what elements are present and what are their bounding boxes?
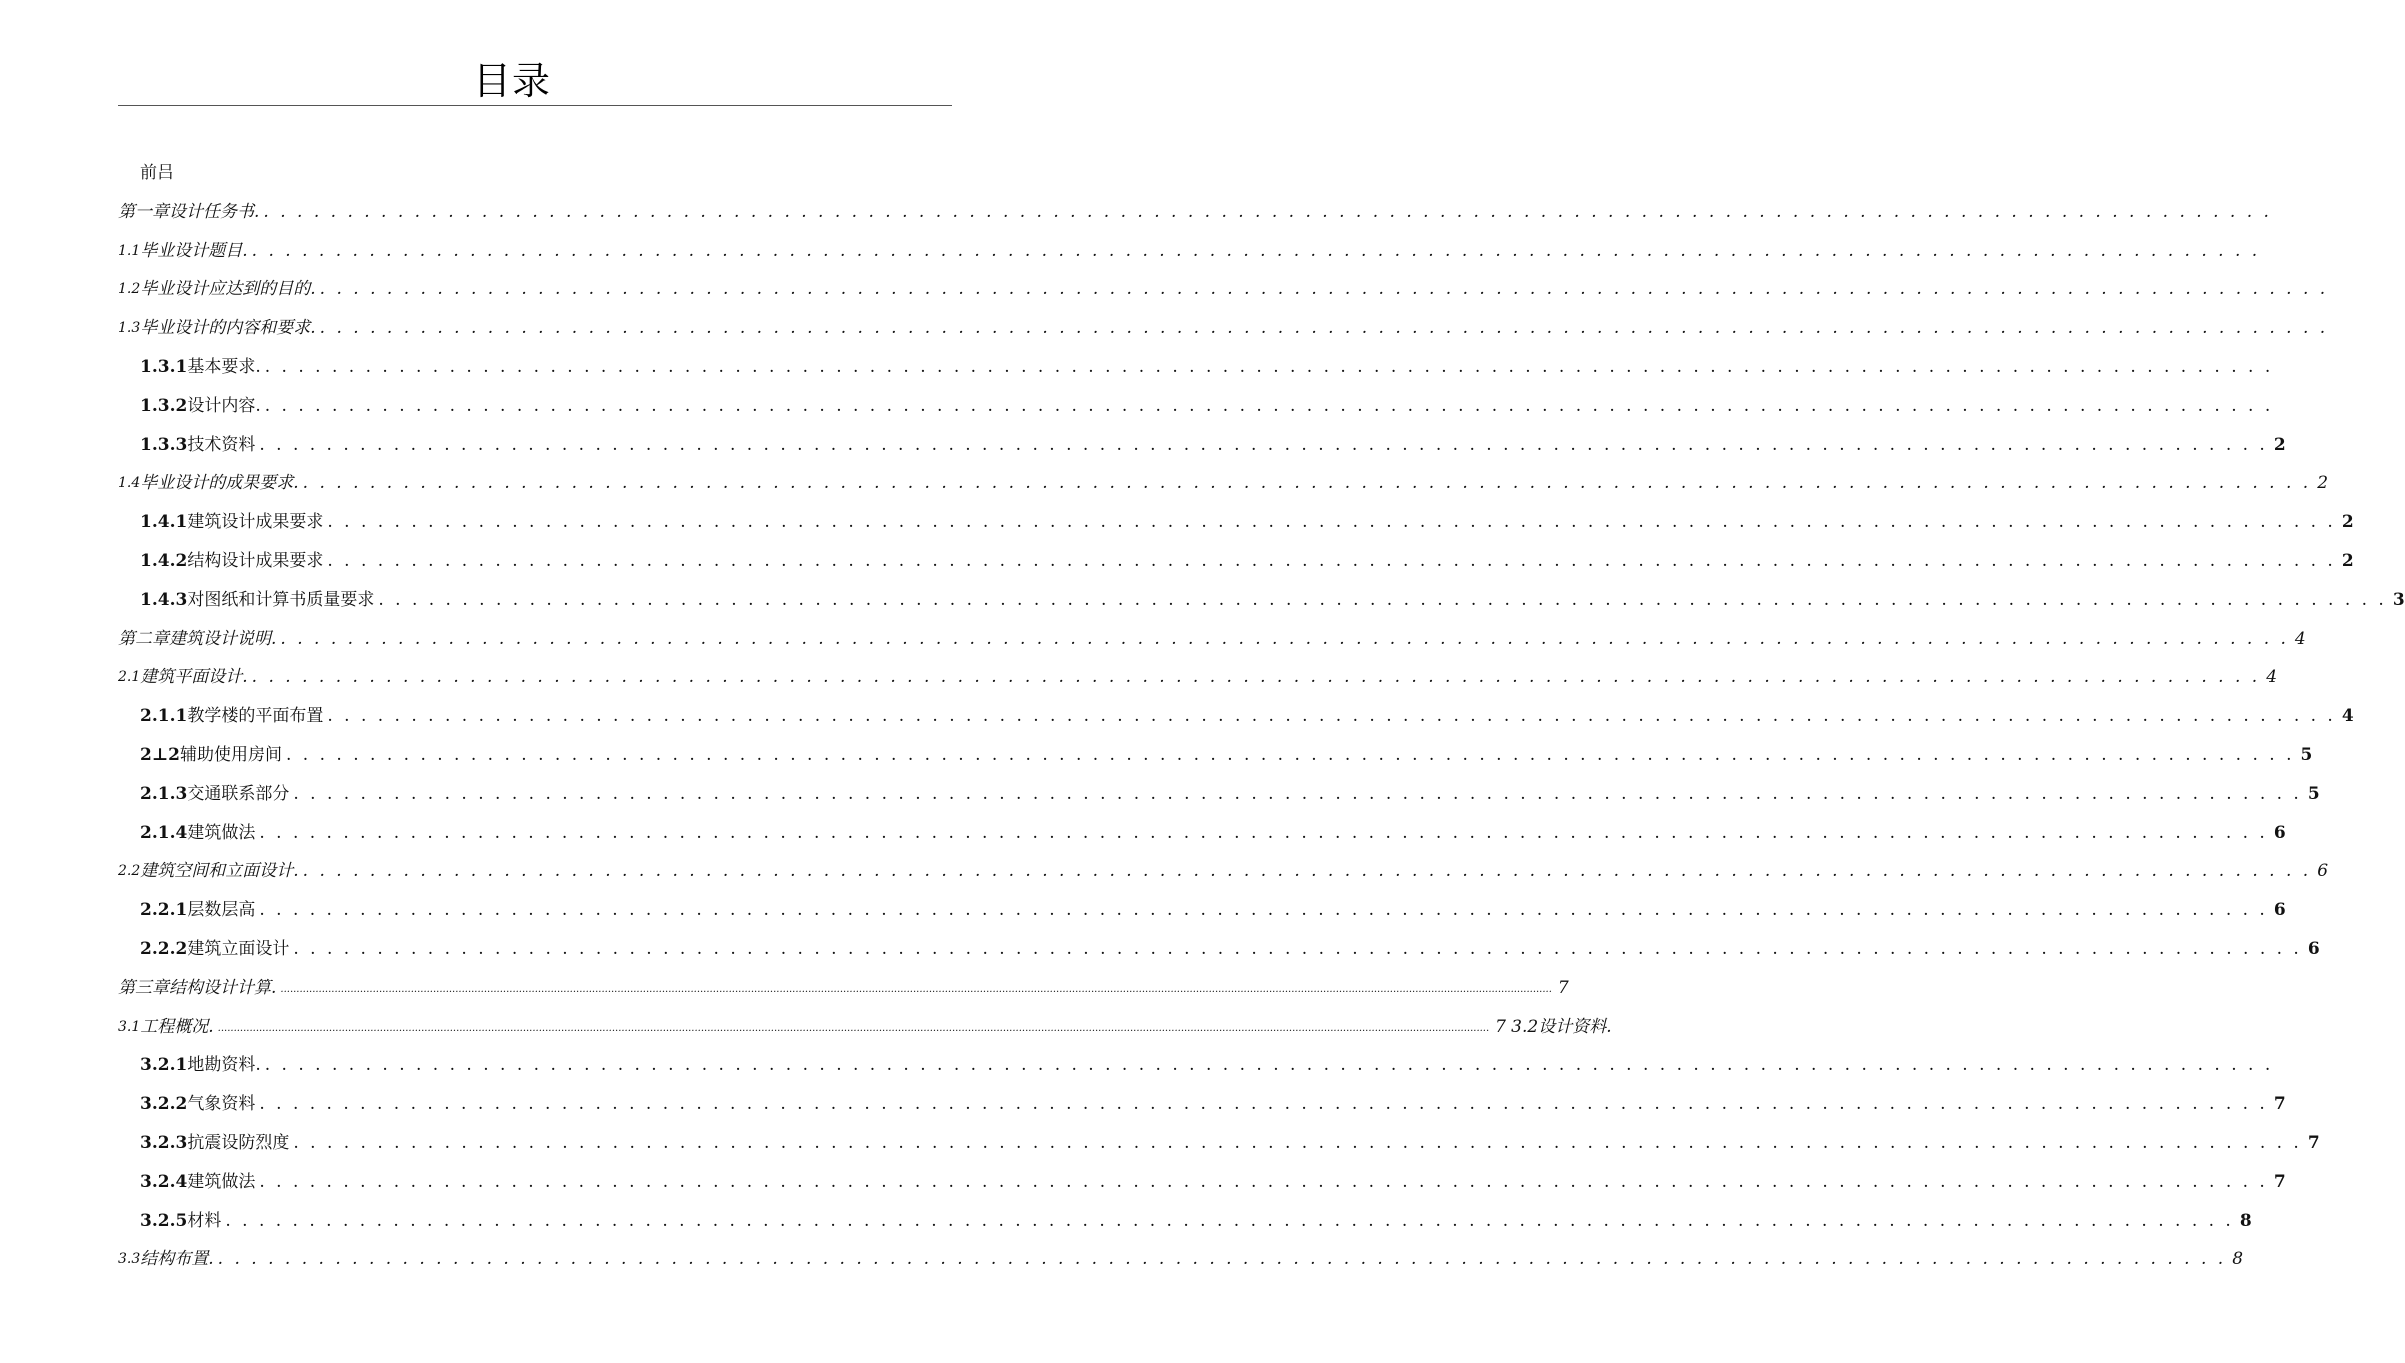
toc-entry-label: 毕业设计的内容和要求. bbox=[140, 318, 316, 339]
toc-entry-page: 5 bbox=[2300, 745, 2313, 765]
dot-leader: . . . . . . . . . . . . . . . . . . . . . . . . . . . . . . . . . . . . . . . . . . . . . . . . . . . . . . . . . . . . . . . . . . . . . . . . . . . . . . . . . . . . . . . . . . . . . . . . . . . . . . . . . . . . . . . . . . . . . . . . bbox=[264, 357, 2274, 377]
toc-entry-label: 第二章建筑设计说明. bbox=[118, 628, 277, 649]
toc-entry-number: 2.2.1 bbox=[140, 900, 188, 921]
toc-entry[interactable] bbox=[118, 224, 2261, 262]
toc-entry-label: 材料 bbox=[187, 1210, 222, 1231]
toc-entry-number: 2.1.1 bbox=[140, 706, 188, 727]
dot-leader: . . . . . . . . . . . . . . . . . . . . . . . . . . . . . . . . . . . . . . . . . . . . . . . . . . . . . . . . . . . . . . . . . . . . . . . . . . . . . . . . . . . . . . . . . . . . . . . . . . . . . . . . . . . . . . . . . . . . . . . . bbox=[264, 1055, 2274, 1076]
toc-entry-number: 1.4.2 bbox=[140, 551, 188, 571]
toc-entry-page: 4 bbox=[2266, 667, 2278, 688]
toc-entry-label: 技术资料 bbox=[187, 434, 256, 455]
dot-leader: . . . . . . . . . . . . . . . . . . . . . . . . . . . . . . . . . . . . . . . . . . . . . . . . . . . . . . . . . . . . . . . . . . . . . . . . . . . . . . . . . . . . . . . . . . . . . . . . . . . . . . . . . . . . . . . . . . . . . . . . bbox=[302, 473, 2312, 494]
toc-entry-number: 3.2.5 bbox=[140, 1210, 188, 1231]
toc-entry-number: 3.2.2 bbox=[140, 1094, 188, 1115]
toc-entry-label: 毕业设计题目. bbox=[140, 240, 248, 261]
toc-entry[interactable] bbox=[140, 146, 946, 184]
dot-leader: . . . . . . . . . . . . . . . . . . . . . . . . . . . . . . . . . . . . . . . . . . . . . . . . . . . . . . . . . . . . . . . . . . . . . . . . . . . . . . . . . . . . . . . . . . . . . . . . . . . . . . . . . . . . . . . . . . . . . . . . bbox=[259, 1171, 2268, 1192]
toc-entry[interactable] bbox=[140, 1077, 2286, 1115]
toc-entry[interactable] bbox=[140, 1038, 2274, 1076]
toc-entry[interactable] bbox=[140, 379, 2274, 417]
toc-entry-page: 7 bbox=[2273, 1094, 2286, 1115]
toc-entry-number: 1.3.2 bbox=[140, 395, 188, 416]
toc-entry[interactable] bbox=[140, 767, 2320, 805]
toc-entry-number: 2.1.3 bbox=[140, 783, 188, 804]
dot-leader: . . . . . . . . . . . . . . . . . . . . . . . . . . . . . . . . . . . . . . . . . . . . . . . . . . . . . . . . . . . . . . . . . . . . . . . . . . . . . . . . . . . . . . . . . . . . . . . . . . . . . . . . . . . . . . . . . . . . . . . . bbox=[327, 706, 2336, 727]
toc-entry-tail: 3.2设计资料. bbox=[1511, 1016, 1612, 1037]
toc-entry-number: 2⊥2 bbox=[140, 745, 180, 765]
toc-entry[interactable] bbox=[118, 185, 2272, 223]
toc-entry-page: 4 bbox=[2341, 706, 2354, 727]
toc-entry-page: 5 bbox=[2307, 783, 2320, 804]
toc-entry-label: 建筑设计成果要求 bbox=[187, 512, 324, 533]
toc-entry-page: 2 bbox=[2273, 434, 2286, 455]
dot-leader: ................................................................................................................................................................................................................................................................................................................................................................................................................ bbox=[280, 983, 1552, 995]
toc-entry[interactable] bbox=[140, 495, 2354, 533]
toc-entry-number: 1.3 bbox=[118, 320, 141, 337]
toc-entry-label: 建筑做法 bbox=[187, 1171, 256, 1192]
toc-entry-label: 气象资料 bbox=[187, 1094, 256, 1115]
dot-leader: . . . . . . . . . . . . . . . . . . . . . . . . . . . . . . . . . . . . . . . . . . . . . . . . . . . . . . . . . . . . . . . . . . . . . . . . . . . . . . . . . . . . . . . . . . . . . . . . . . . . . . . . . . . . . . . . . . . . . . . . bbox=[225, 1210, 2234, 1231]
toc-entry-label: 建筑做法 bbox=[187, 822, 256, 843]
toc-entry-label: 交通联系部分 bbox=[187, 783, 290, 804]
toc-entry-label: 辅助使用房间 bbox=[179, 745, 282, 765]
toc-entry[interactable] bbox=[118, 1000, 1612, 1038]
toc-entry[interactable] bbox=[140, 728, 2313, 766]
toc-entry-number: 3.2.3 bbox=[140, 1133, 188, 1153]
toc-entry-label: 层数层高 bbox=[187, 900, 256, 921]
toc-entry-label: 第三章结构设计计算. bbox=[118, 977, 277, 998]
toc-entry[interactable] bbox=[118, 456, 2329, 494]
toc-entry[interactable] bbox=[118, 301, 2329, 339]
dot-leader: . . . . . . . . . . . . . . . . . . . . . . . . . . . . . . . . . . . . . . . . . . . . . . . . . . . . . . . . . . . . . . . . . . . . . . . . . . . . . . . . . . . . . . . . . . . . . . . . . . . . . . . . . . . . . . . . . . . . . . . . bbox=[293, 783, 2302, 804]
toc-entry-page: 7 bbox=[1557, 977, 1569, 998]
toc-entry-number: 2.2 bbox=[118, 863, 141, 880]
toc-entry-page: 7 bbox=[1495, 1016, 1506, 1037]
toc-entry-label: 毕业设计应达到的目的. bbox=[140, 279, 316, 300]
toc-entry-label: 工程概况. bbox=[140, 1016, 214, 1037]
toc-entry[interactable] bbox=[118, 650, 2278, 688]
toc-title: 目录 bbox=[472, 59, 551, 103]
toc-entry-number: 3.2.1 bbox=[140, 1055, 188, 1076]
toc-entry[interactable] bbox=[140, 806, 2286, 844]
dot-leader: . . . . . . . . . . . . . . . . . . . . . . . . . . . . . . . . . . . . . . . . . . . . . . . . . . . . . . . . . . . . . . . . . . . . . . . . . . . . . . . . . . . . . . . . . . . . . . . . . . . . . . . . . . . . . . . . . . . . . . . . bbox=[264, 395, 2274, 416]
toc-entry[interactable] bbox=[140, 1116, 2320, 1154]
toc-entry-page: 6 bbox=[2317, 861, 2329, 882]
toc-entry[interactable] bbox=[140, 1194, 2252, 1232]
toc-entry-page: 7 bbox=[2307, 1133, 2320, 1153]
toc-entry-label: 设计内容. bbox=[187, 395, 261, 416]
toc-entry-page: 2 bbox=[2341, 512, 2354, 533]
dot-leader: . . . . . . . . . . . . . . . . . . . . . . . . . . . . . . . . . . . . . . . . . . . . . . . . . . . . . . . . . . . . . . . . . . . . . . . . . . . . . . . . . . . . . . . . . . . . . . . . . . . . . . . . . . . . . . . . . . . . . . . . bbox=[259, 900, 2268, 921]
toc-entry[interactable] bbox=[140, 340, 2274, 378]
dot-leader: . . . . . . . . . . . . . . . . . . . . . . . . . . . . . . . . . . . . . . . . . . . . . . . . . . . . . . . . . . . . . . . . . . . . . . . . . . . . . . . . . . . . . . . . . . . . . . . . . . . . . . . . . . . . . . . . . . . . . . . . bbox=[327, 512, 2336, 533]
toc-entry-page: 2 bbox=[2341, 551, 2354, 571]
dot-leader: . . . . . . . . . . . . . . . . . . . . . . . . . . . . . . . . . . . . . . . . . . . . . . . . . . . . . . . . . . . . . . . . . . . . . . . . . . . . . . . . . . . . . . . . . . . . . . . . . . . . . . . . . . . . . . . . . . . . . . . . bbox=[319, 279, 2329, 300]
toc-entry[interactable] bbox=[140, 689, 2354, 727]
dot-leader: . . . . . . . . . . . . . . . . . . . . . . . . . . . . . . . . . . . . . . . . . . . . . . . . . . . . . . . . . . . . . . . . . . . . . . . . . . . . . . . . . . . . . . . . . . . . . . . . . . . . . . . . . . . . . . . . . . . . . . . . bbox=[280, 628, 2289, 649]
toc-entry-number: 3.1 bbox=[118, 1018, 141, 1035]
toc-entry-page: 6 bbox=[2273, 822, 2286, 843]
toc-entry-page: 8 bbox=[2239, 1210, 2252, 1231]
toc-entry-label: 结构布置. bbox=[140, 1249, 214, 1270]
toc-entry[interactable] bbox=[118, 1232, 2244, 1270]
toc-entry[interactable] bbox=[118, 961, 1569, 999]
toc-entry-label: 建筑立面设计 bbox=[187, 939, 290, 959]
dot-leader: . . . . . . . . . . . . . . . . . . . . . . . . . . . . . . . . . . . . . . . . . . . . . . . . . . . . . . . . . . . . . . . . . . . . . . . . . . . . . . . . . . . . . . . . . . . . . . . . . . . . . . . . . . . . . . . . . . . . . . . . bbox=[327, 551, 2336, 571]
toc-entry-label: 结构设计成果要求 bbox=[187, 551, 324, 571]
dot-leader: . . . . . . . . . . . . . . . . . . . . . . . . . . . . . . . . . . . . . . . . . . . . . . . . . . . . . . . . . . . . . . . . . . . . . . . . . . . . . . . . . . . . . . . . . . . . . . . . . . . . . . . . . . . . . . . . . . . . . . . . bbox=[293, 939, 2302, 959]
toc-entry[interactable] bbox=[140, 883, 2286, 921]
toc-entry-label: 前吕 bbox=[140, 163, 174, 183]
toc-entry-number: 2.1.4 bbox=[140, 822, 188, 843]
toc-entry-label: 建筑空间和立面设计. bbox=[140, 861, 299, 882]
toc-entry[interactable] bbox=[140, 418, 2286, 456]
toc-entry-label: 教学楼的平面布置 bbox=[187, 706, 324, 727]
toc-entry[interactable] bbox=[140, 534, 2354, 572]
dot-leader: . . . . . . . . . . . . . . . . . . . . . . . . . . . . . . . . . . . . . . . . . . . . . . . . . . . . . . . . . . . . . . . . . . . . . . . . . . . . . . . . . . . . . . . . . . . . . . . . . . . . . . . . . . . . . . . . . . . . . . . . bbox=[251, 667, 2261, 688]
dot-leader: . . . . . . . . . . . . . . . . . . . . . . . . . . . . . . . . . . . . . . . . . . . . . . . . . . . . . . . . . . . . . . . . . . . . . . . . . . . . . . . . . . . . . . . . . . . . . . . . . . . . . . . . . . . . . . . . . . . . . . . . bbox=[259, 434, 2268, 455]
toc-entry-page: 7 bbox=[2273, 1171, 2286, 1192]
toc-entry-label: 基本要求. bbox=[187, 357, 261, 377]
toc-entry-label: 地勘资料. bbox=[187, 1055, 261, 1076]
dot-leader: . . . . . . . . . . . . . . . . . . . . . . . . . . . . . . . . . . . . . . . . . . . . . . . . . . . . . . . . . . . . . . . . . . . . . . . . . . . . . . . . . . . . . . . . . . . . . . . . . . . . . . . . . . . . . . . . . . . . . . . . bbox=[259, 1094, 2268, 1115]
toc-entry-label: 第一章设计任务书. bbox=[118, 201, 260, 222]
toc-entry-number: 1.1 bbox=[118, 242, 141, 259]
toc-entry-page: 2 bbox=[2317, 473, 2329, 494]
toc-entry-number: 1.3.1 bbox=[140, 357, 188, 377]
dot-leader: . . . . . . . . . . . . . . . . . . . . . . . . . . . . . . . . . . . . . . . . . . . . . . . . . . . . . . . . . . . . . . . . . . . . . . . . . . . . . . . . . . . . . . . . . . . . . . . . . . . . . . . . . . . . . . . . . . . . . . . . bbox=[251, 240, 2261, 261]
dot-leader: . . . . . . . . . . . . . . . . . . . . . . . . . . . . . . . . . . . . . . . . . . . . . . . . . . . . . . . . . . . . . . . . . . . . . . . . . . . . . . . . . . . . . . . . . . . . . . . . . . . . . . . . . . . . . . . . . . . . . . . . bbox=[319, 318, 2329, 339]
toc-entry-page: 6 bbox=[2273, 900, 2286, 921]
toc-entry[interactable] bbox=[118, 844, 2329, 882]
toc-entry-page: 6 bbox=[2307, 939, 2320, 959]
dot-leader: . . . . . . . . . . . . . . . . . . . . . . . . . . . . . . . . . . . . . . . . . . . . . . . . . . . . . . . . . . . . . . . . . . . . . . . . . . . . . . . . . . . . . . . . . . . . . . . . . . . . . . . . . . . . . . . . . . . . . . . . bbox=[259, 822, 2268, 843]
toc-entry[interactable] bbox=[118, 262, 2329, 300]
dot-leader: . . . . . . . . . . . . . . . . . . . . . . . . . . . . . . . . . . . . . . . . . . . . . . . . . . . . . . . . . . . . . . . . . . . . . . . . . . . . . . . . . . . . . . . . . . . . . . . . . . . . . . . . . . . . . . . . . . . . . . . . bbox=[302, 861, 2312, 882]
toc-entry-number: 2.2.2 bbox=[140, 939, 188, 959]
toc-entry-number: 1.4 bbox=[118, 475, 141, 492]
toc-entry-number: 3.2.4 bbox=[140, 1171, 188, 1192]
toc-entry-page: 4 bbox=[2294, 628, 2306, 649]
title-rule bbox=[118, 105, 952, 106]
dot-leader: . . . . . . . . . . . . . . . . . . . . . . . . . . . . . . . . . . . . . . . . . . . . . . . . . . . . . . . . . . . . . . . . . . . . . . . . . . . . . . . . . . . . . . . . . . . . . . . . . . . . . . . . . . . . . . . . . . . . . . . . bbox=[378, 589, 2387, 610]
toc-entry[interactable] bbox=[140, 922, 2320, 960]
dot-leader: . . . . . . . . . . . . . . . . . . . . . . . . . . . . . . . . . . . . . . . . . . . . . . . . . . . . . . . . . . . . . . . . . . . . . . . . . . . . . . . . . . . . . . . . . . . . . . . . . . . . . . . . . . . . . . . . . . . . . . . . bbox=[263, 201, 2272, 222]
dot-leader: . . . . . . . . . . . . . . . . . . . . . . . . . . . . . . . . . . . . . . . . . . . . . . . . . . . . . . . . . . . . . . . . . . . . . . . . . . . . . . . . . . . . . . . . . . . . . . . . . . . . . . . . . . . . . . . . . . . . . . . . bbox=[217, 1249, 2227, 1270]
toc-entry-label: 对图纸和计算书质量要求 bbox=[187, 589, 375, 610]
toc-entry-page: 3 bbox=[2392, 589, 2405, 610]
dot-leader: . . . . . . . . . . . . . . . . . . . . . . . . . . . . . . . . . . . . . . . . . . . . . . . . . . . . . . . . . . . . . . . . . . . . . . . . . . . . . . . . . . . . . . . . . . . . . . . . . . . . . . . . . . . . . . . . . . . . . . . . bbox=[293, 1133, 2302, 1153]
toc-entry-number: 2.1 bbox=[118, 669, 141, 686]
toc-entry[interactable] bbox=[140, 1155, 2286, 1193]
toc-entry[interactable] bbox=[118, 612, 2306, 650]
dot-leader: ................................................................................................................................................................................................................................................................................................................................................................................................................ bbox=[217, 1022, 1490, 1034]
toc-entry-number: 1.4.3 bbox=[140, 589, 188, 610]
toc-entry-label: 毕业设计的成果要求. bbox=[140, 473, 299, 494]
toc-entry-number: 1.4.1 bbox=[140, 512, 188, 533]
toc-entry[interactable] bbox=[140, 573, 2405, 611]
toc-entry-number: 1.3.3 bbox=[140, 434, 188, 455]
dot-leader: . . . . . . . . . . . . . . . . . . . . . . . . . . . . . . . . . . . . . . . . . . . . . . . . . . . . . . . . . . . . . . . . . . . . . . . . . . . . . . . . . . . . . . . . . . . . . . . . . . . . . . . . . . . . . . . . . . . . . . . . bbox=[285, 745, 2295, 765]
toc-entry-page: 8 bbox=[2232, 1249, 2244, 1270]
toc-entry-label: 抗震设防烈度 bbox=[187, 1133, 290, 1153]
toc-entry-label: 建筑平面设计. bbox=[140, 667, 248, 688]
toc-entry-number: 3.3 bbox=[118, 1251, 141, 1268]
toc-entry-number: 1.2 bbox=[118, 281, 141, 298]
